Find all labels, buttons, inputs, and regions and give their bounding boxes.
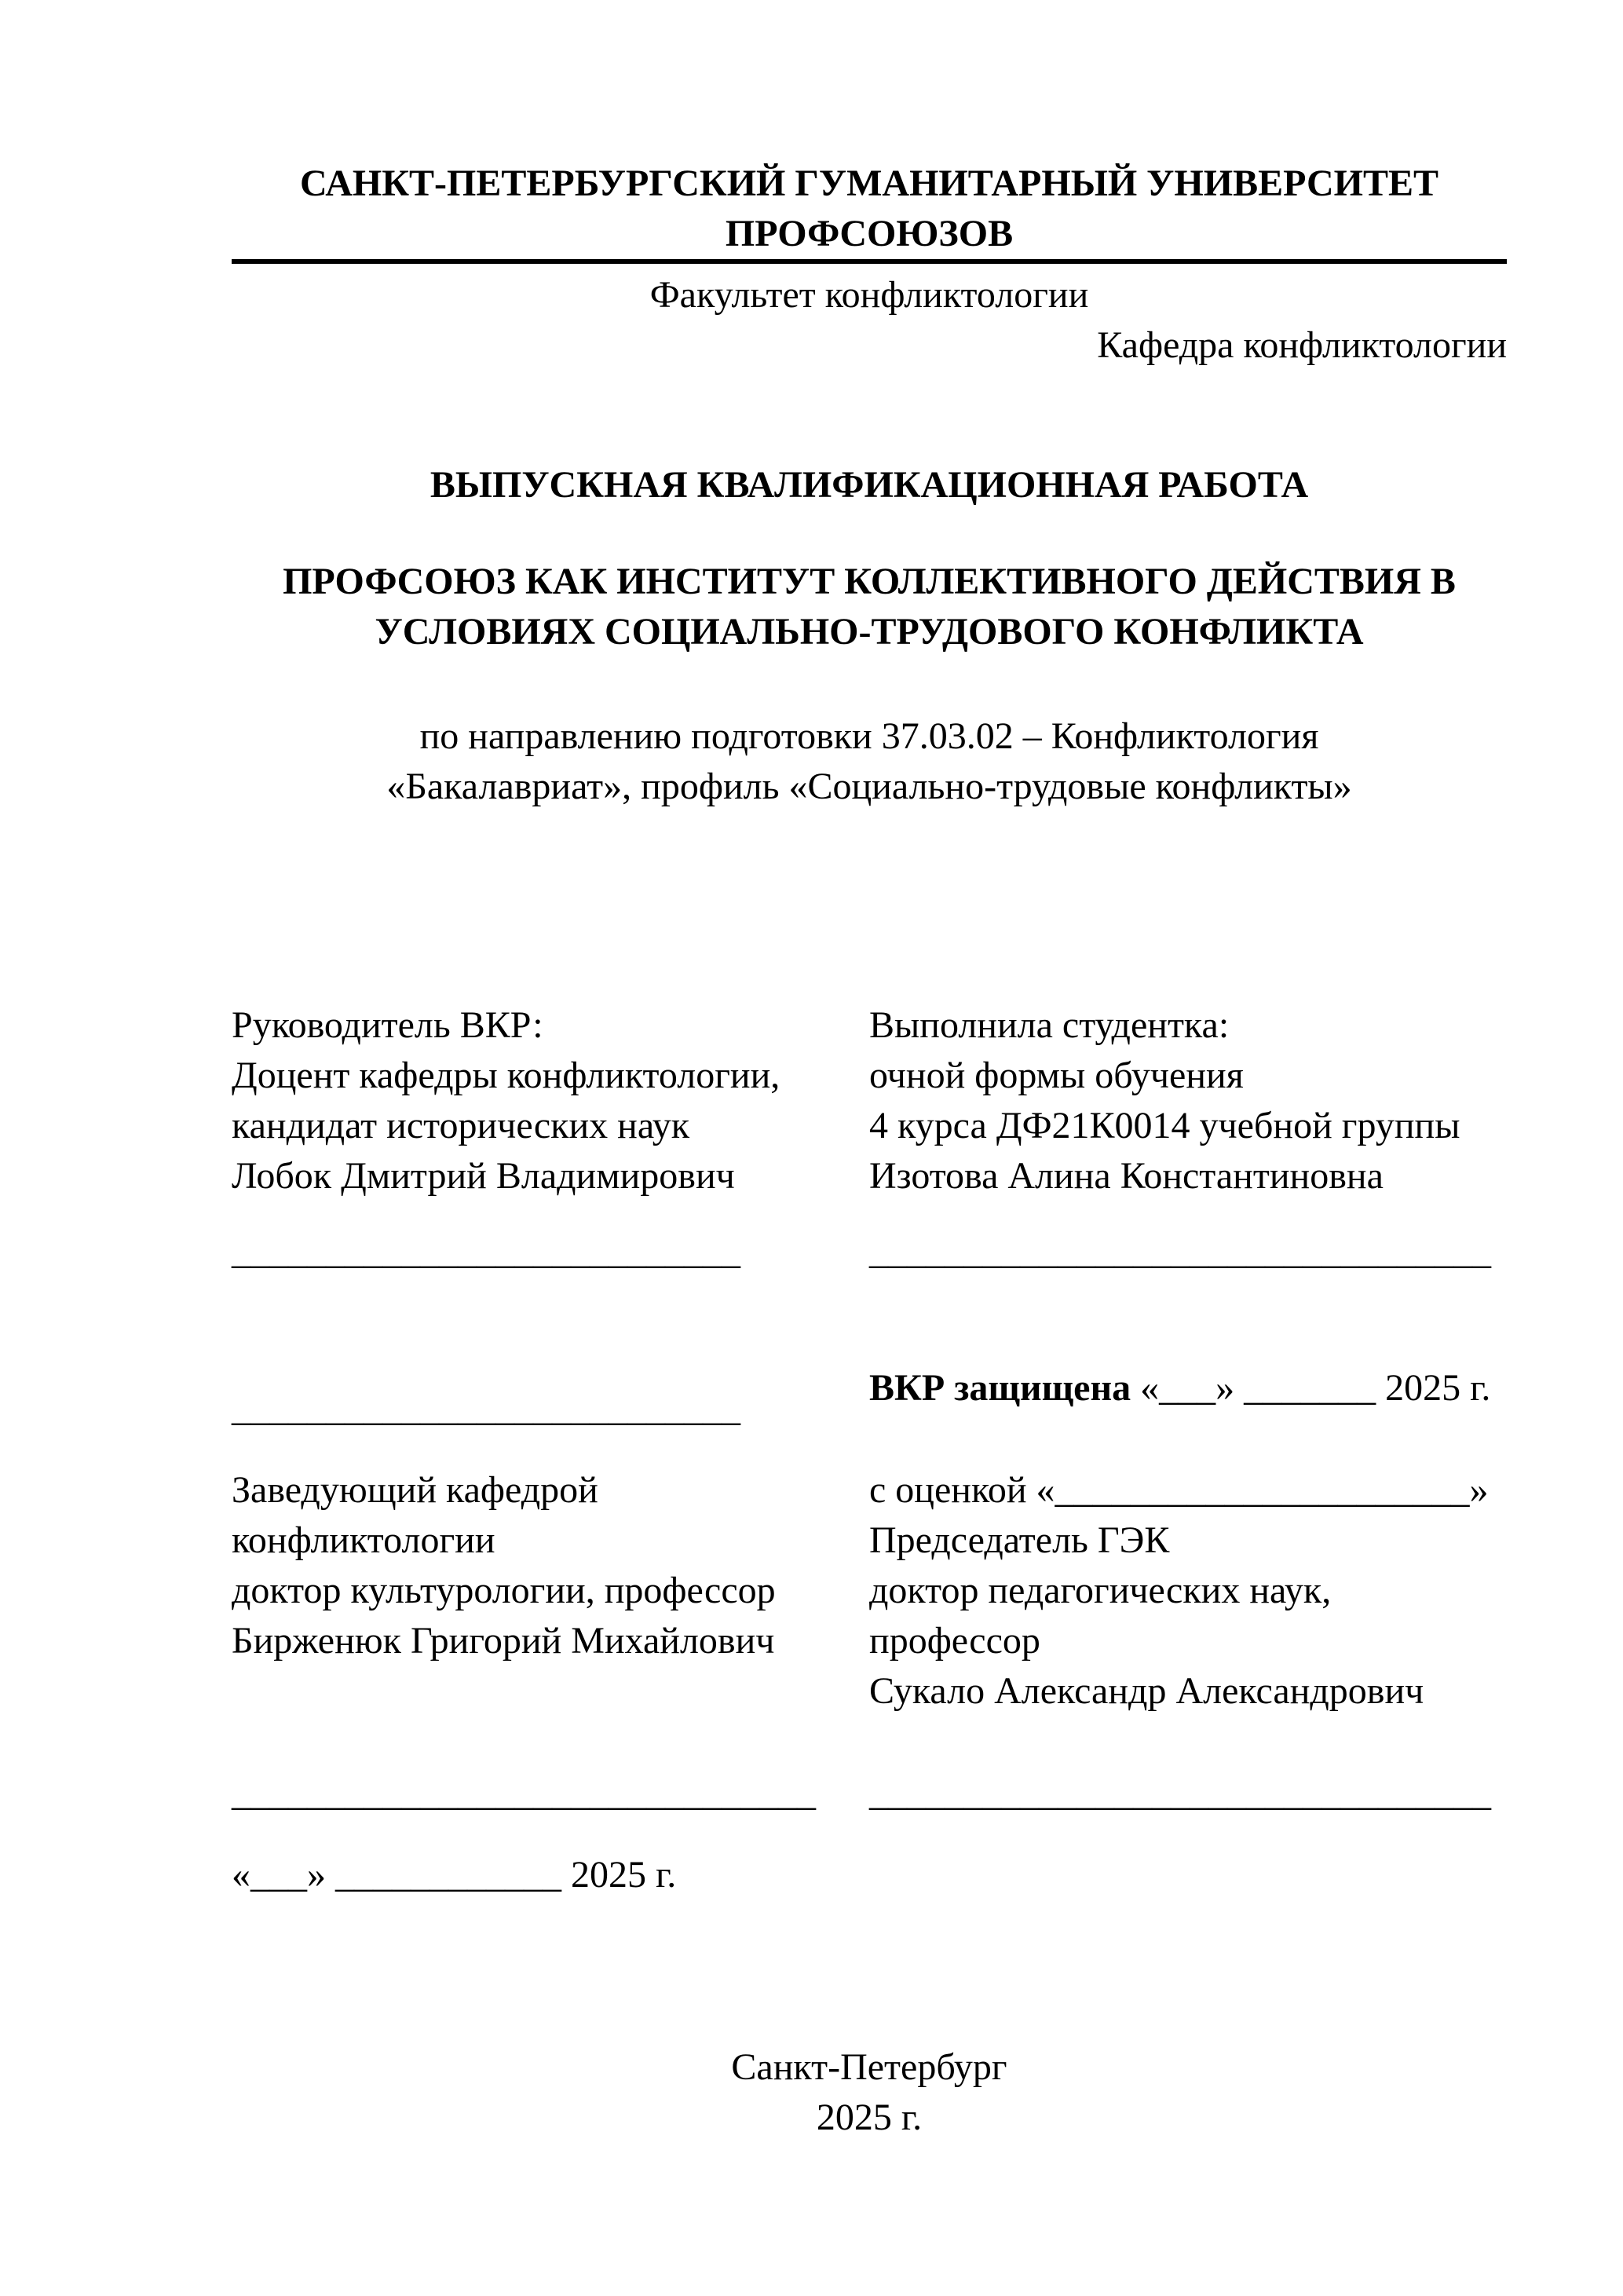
supervisor-name: Лобок Дмитрий Владимирович — [232, 1155, 735, 1197]
supervisor-heading: Руководитель ВКР: — [232, 1004, 543, 1046]
student-study-form: очной формы обучения — [869, 1055, 1244, 1096]
supervisor-column — [232, 1000, 869, 1900]
spacer — [869, 1277, 1507, 1363]
defense-grade-line: с оценкой «______________________» — [869, 1469, 1489, 1511]
signatures-section — [232, 1000, 1507, 1900]
spacer — [869, 1717, 1507, 1768]
head-of-department-heading: Заведующий кафедрой — [232, 1469, 598, 1511]
supervisor-signature-line-2: ___________________________ — [232, 1387, 740, 1429]
chairman-signature-line: _________________________________ — [869, 1772, 1491, 1814]
defense-date-blanks: «___» _______ 2025 г. — [1131, 1367, 1491, 1409]
spacer — [232, 1900, 1507, 2042]
head-of-department-name: Бирженюк Григорий Михайлович — [232, 1620, 775, 1662]
thesis-title: ПРОФСОЮЗ КАК ИНСТИТУТ КОЛЛЕКТИВНОГО ДЕЙСТВИЯ В УСЛОВИЯХ СОЦИАЛЬНО-ТРУДОВОГО КОНФЛИКТА — [283, 561, 1456, 653]
spacer — [232, 657, 1507, 711]
chairman-heading: Председатель ГЭК — [869, 1519, 1170, 1561]
spacer — [232, 1819, 869, 1850]
student-heading: Выполнила студентка: — [869, 1004, 1230, 1046]
spacer — [232, 1666, 869, 1768]
defense-date-label: ВКР защищена — [869, 1367, 1131, 1409]
university-name: САНКТ-ПЕТЕРБУРГСКИЙ ГУМАНИТАРНЫЙ УНИВЕРСИТЕТ ПРОФСОЮЗОВ — [299, 163, 1439, 254]
student-column — [869, 1000, 1507, 1900]
head-of-department-degree: доктор культурологии, профессор — [232, 1570, 776, 1611]
head-of-department-heading-2: конфликтологии — [232, 1519, 495, 1561]
footer-year: 2025 г. — [816, 2097, 923, 2138]
student-group: 4 курса ДФ21К0014 учебной группы — [869, 1105, 1460, 1146]
student-signature-line: _________________________________ — [869, 1230, 1491, 1272]
spacer — [232, 264, 1507, 270]
spacer — [869, 1201, 1507, 1227]
head-of-department-date-line: «___» ____________ 2025 г. — [232, 1854, 677, 1896]
spacer — [232, 510, 1507, 557]
spacer — [232, 1201, 869, 1227]
supervisor-position: Доцент кафедры конфликтологии, — [232, 1055, 780, 1096]
chairman-degree: доктор педагогических наук, — [869, 1570, 1332, 1611]
spacer — [869, 1413, 1507, 1465]
spacer — [232, 812, 1507, 1000]
supervisor-signature-line: ___________________________ — [232, 1230, 740, 1272]
defense-date-line — [869, 1363, 1507, 1413]
footer-city: Санкт-Петербург — [731, 2046, 1007, 2088]
department-line: Кафедра конфликтологии — [1097, 324, 1507, 366]
head-of-department-signature-line: _______________________________ — [232, 1772, 816, 1814]
program-direction: по направлению подготовки 37.03.02 – Конфликтология — [419, 715, 1319, 757]
chairman-position: профессор — [869, 1620, 1040, 1662]
supervisor-degree: кандидат исторических наук — [232, 1105, 690, 1146]
spacer — [232, 1434, 869, 1465]
student-name: Изотова Алина Константиновна — [869, 1155, 1384, 1197]
spacer — [232, 1277, 869, 1384]
faculty-line: Факультет конфликтологии — [649, 274, 1089, 316]
spacer — [232, 371, 1507, 460]
chairman-name: Сукало Александр Александрович — [869, 1670, 1424, 1712]
work-type-heading: ВЫПУСКНАЯ КВАЛИФИКАЦИОННАЯ РАБОТА — [430, 464, 1309, 506]
program-profile: «Бакалавриат», профиль «Социально-трудовые конфликты» — [386, 766, 1352, 807]
